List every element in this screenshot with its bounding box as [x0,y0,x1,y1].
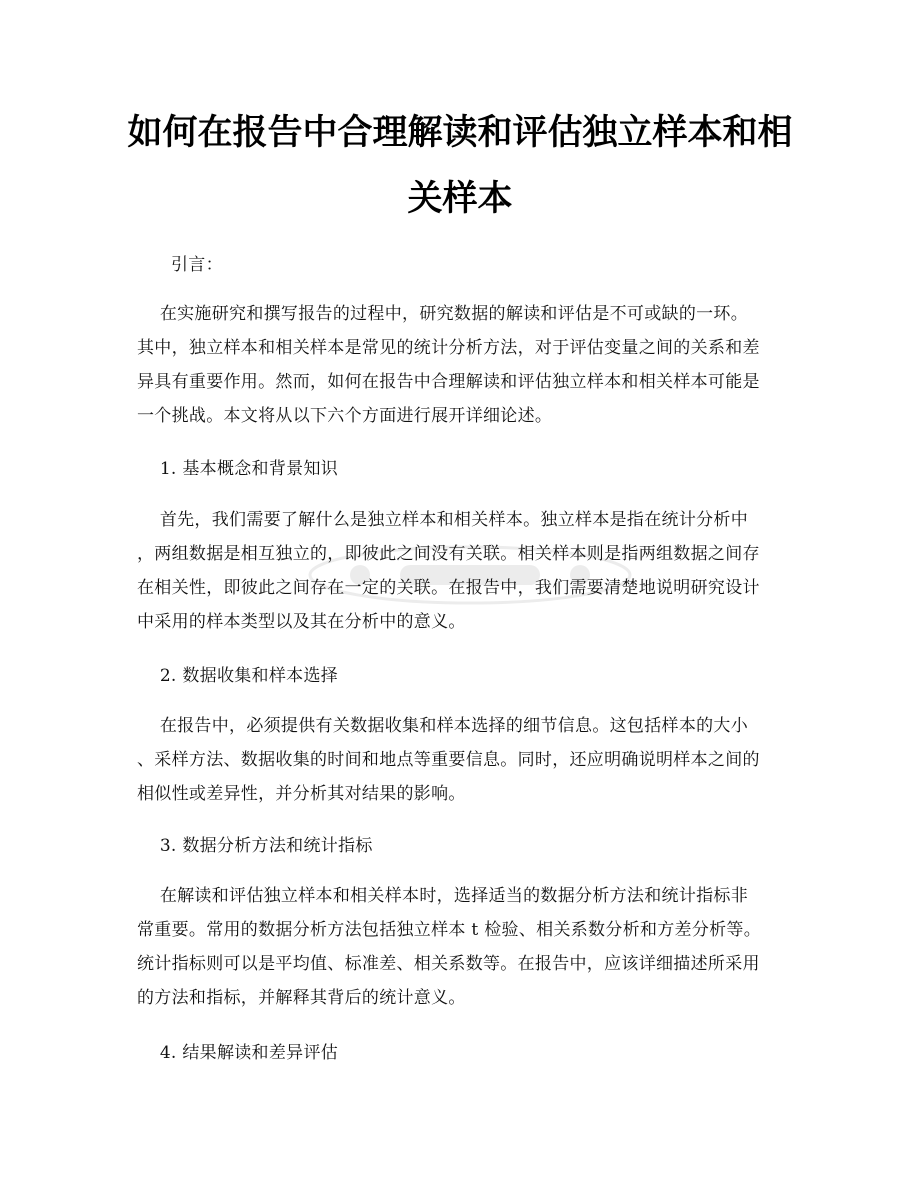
intro-label [137,248,783,282]
intro-label-text: 引言： [171,255,223,275]
section-1-paragraph [137,503,783,639]
section-1-heading [137,452,783,486]
section-2-paragraph [137,709,783,811]
text-line: 常重要。常用的数据分析方法包括独立样本 t 检验、相关系数分析和方差分析等。 [137,920,762,940]
text-line: 在解读和评估独立样本和相关样本时，选择适当的数据分析方法和统计指标非 [137,886,749,906]
title-line-1: 如何在报告中合理解读和评估独立样本和相 [127,112,793,153]
section-heading: 1. 基本概念和背景知识 [137,459,339,479]
section-3-paragraph [137,879,783,1015]
text-line: 的方法和指标，并解释其背后的统计意义。 [137,988,466,1008]
text-line: 、采样方法、数据收集的时间和地点等重要信息。同时，还应明确说明样本之间的 [137,750,760,770]
text-line: 统计指标则可以是平均值、标准差、相关系数等。在报告中，应该详细描述所采用 [137,954,760,974]
section-heading: 3. 数据分析方法和统计指标 [137,836,373,856]
text-line: 异具有重要作用。然而，如何在报告中合理解读和评估独立样本和相关样本可能是 [137,372,760,392]
text-line: 一个挑战。本文将从以下六个方面进行展开详细论述。 [137,406,553,426]
text-line: ，两组数据是相互独立的，即彼此之间没有关联。相关样本则是指两组数据之间存 [137,544,760,564]
text-line: 首先，我们需要了解什么是独立样本和相关样本。独立样本是指在统计分析中 [137,510,749,530]
text-line: 相似性或差异性，并分析其对结果的影响。 [137,784,466,804]
section-heading: 4. 结果解读和差异评估 [137,1043,339,1063]
text-line: 在报告中，必须提供有关数据收集和样本选择的细节信息。这包括样本的大小 [137,716,749,736]
section-3-heading [137,829,783,863]
title-line-2: 关样本 [407,178,513,219]
section-4-heading [137,1036,783,1070]
text-line: 在相关性，即彼此之间存在一定的关联。在报告中，我们需要清楚地说明研究设计 [137,578,760,598]
text-line: 中采用的样本类型以及其在分析中的意义。 [137,612,466,632]
text-line: 在实施研究和撰写报告的过程中，研究数据的解读和评估是不可或缺的一环。 [137,304,749,324]
document-title [100,100,820,232]
text-line: 其中，独立样本和相关样本是常见的统计分析方法，对于评估变量之间的关系和差 [137,338,760,358]
intro-paragraph [137,297,783,433]
section-2-heading [137,659,783,693]
section-heading: 2. 数据收集和样本选择 [137,666,339,686]
